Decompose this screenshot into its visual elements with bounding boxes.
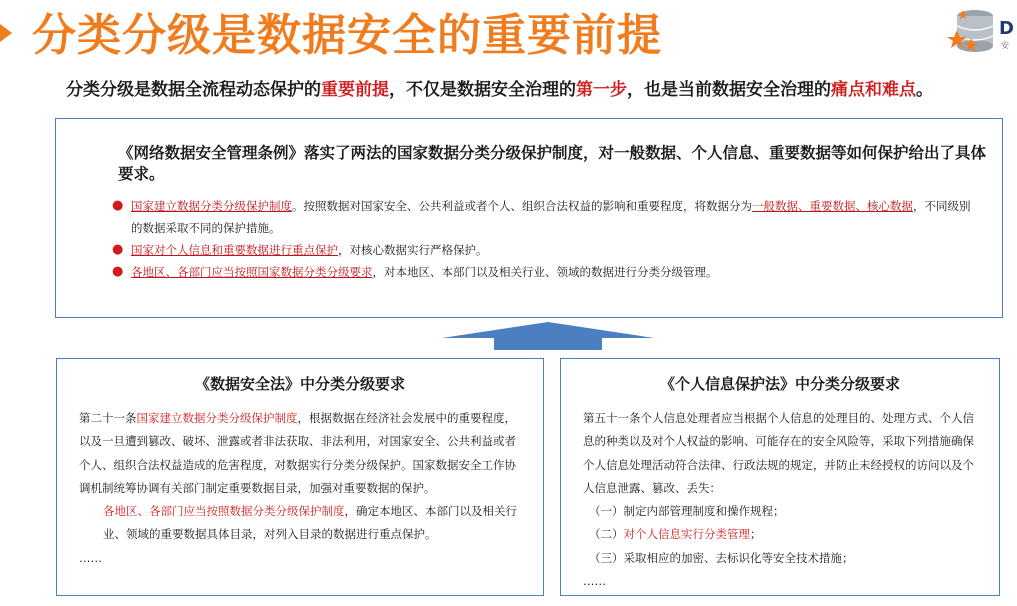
body-text: ，根据数据在经济社会发展中的重要程度，以及一旦遭到篡改、破坏、泄露或者非法获取、非法利用，对国家安全、公共利益或者个人、组织合法权益造成的危害程度，对数据实行分类分级保护。国家数据安全工作协调机制统筹协调有关部门制定重要数据目录，加强对重要数据的保护。 [79,411,516,495]
up-arrow-icon [440,320,656,350]
pipl-heading: 《个人信息保护法》中分类分级要求 [659,375,900,393]
list-item [112,261,972,283]
body-text: 第二十一条 [79,411,137,425]
subtitle-emphasis: 痛点和难点 [831,80,916,100]
body-text: （二） [589,527,624,542]
list-item: （三）采取相应的加密、去标识化等安全技术措施； [589,550,854,565]
emphasis-text: 各地区、各部门应当按照数据分类分级保护制度 [103,504,345,519]
list-item [583,523,983,546]
database-star-logo [945,4,1015,60]
emphasis-text: 国家建立数据分类分级保护制度 [136,411,298,425]
emphasis-text: 各地区、各部门应当按照国家数据分类分级要求 [131,265,373,279]
data-security-law-body [79,407,519,570]
list-item [112,195,972,239]
subtitle [66,78,933,102]
regulation-box [55,118,1003,318]
bullet-text: 。按照数据对国家安全、公共利益或者个人、组织合法权益的影响和重要程度，将数据分为 [292,199,752,213]
logo-subtext: 安 [1001,41,1009,50]
bullet-text: ，不同级别的数据采取不同的保护措施。 [131,199,971,235]
emphasis-text: 国家建立数据分类分级保护制度 [131,199,292,213]
subtitle-part: ，也是当前数据安全治理的 [627,80,831,100]
slide-title: 分类分级是数据安全的重要前提 [32,10,662,61]
pipl-body [583,407,983,593]
bullet-text: ，对本地区、本部门以及相关行业、领域的数据进行分类分级管理。 [372,265,718,279]
ellipsis: …… [79,550,102,565]
regulation-heading: 《网络数据安全管理条例》落实了两法的国家数据分类分级保护制度，对一般数据、个人信息、重要数据等如何保护给出了具体要求。 [118,144,987,183]
list-item: （一）制定内部管理制度和操作规程； [589,504,785,519]
paragraph [79,500,519,547]
ellipsis: …… [583,574,606,589]
body-text: ； [750,527,762,542]
subtitle-emphasis: 第一步 [576,80,627,100]
subtitle-part: 分类分级是数据全流程动态保护的 [66,80,321,100]
emphasis-text: 对个人信息实行分类管理 [623,527,750,542]
data-security-law-heading: 《数据安全法》中分类分级要求 [194,375,405,393]
pipl-box [560,358,1000,596]
paragraph: 第五十一条个人信息处理者应当根据个人信息的处理目的、处理方式、个人信息的种类以及对个人权益的影响、可能存在的安全风险等，采取下列措施确保个人信息处理活动符合法律、行政法规的规定，并防止未经授权的访问以及个人信息泄露、篡改、丢失： [583,411,974,495]
subtitle-part: ，不仅是数据安全治理的 [389,80,576,100]
logo-initial: D [999,18,1014,39]
regulation-bullets [112,195,972,283]
body-text: ，确定本地区、本部门以及相关行业、领域的重要数据具体目录，对列入目录的数据进行重点保护。 [103,504,517,542]
bullet-dot-icon: ● [112,264,124,279]
triangle-arrow-icon [0,24,12,42]
subtitle-emphasis: 重要前提 [321,80,389,100]
bullet-dot-icon: ● [112,198,124,213]
bullet-text: ，对核心数据实行严格保护。 [338,243,488,257]
paragraph [79,407,519,500]
emphasis-text: 一般数据、重要数据、核心数据 [752,199,913,213]
list-item [112,239,972,261]
subtitle-part: 。 [916,80,933,100]
bullet-dot-icon: ● [112,242,124,257]
data-security-law-box [56,358,544,596]
emphasis-text: 国家对个人信息和重要数据进行重点保护 [131,243,338,257]
